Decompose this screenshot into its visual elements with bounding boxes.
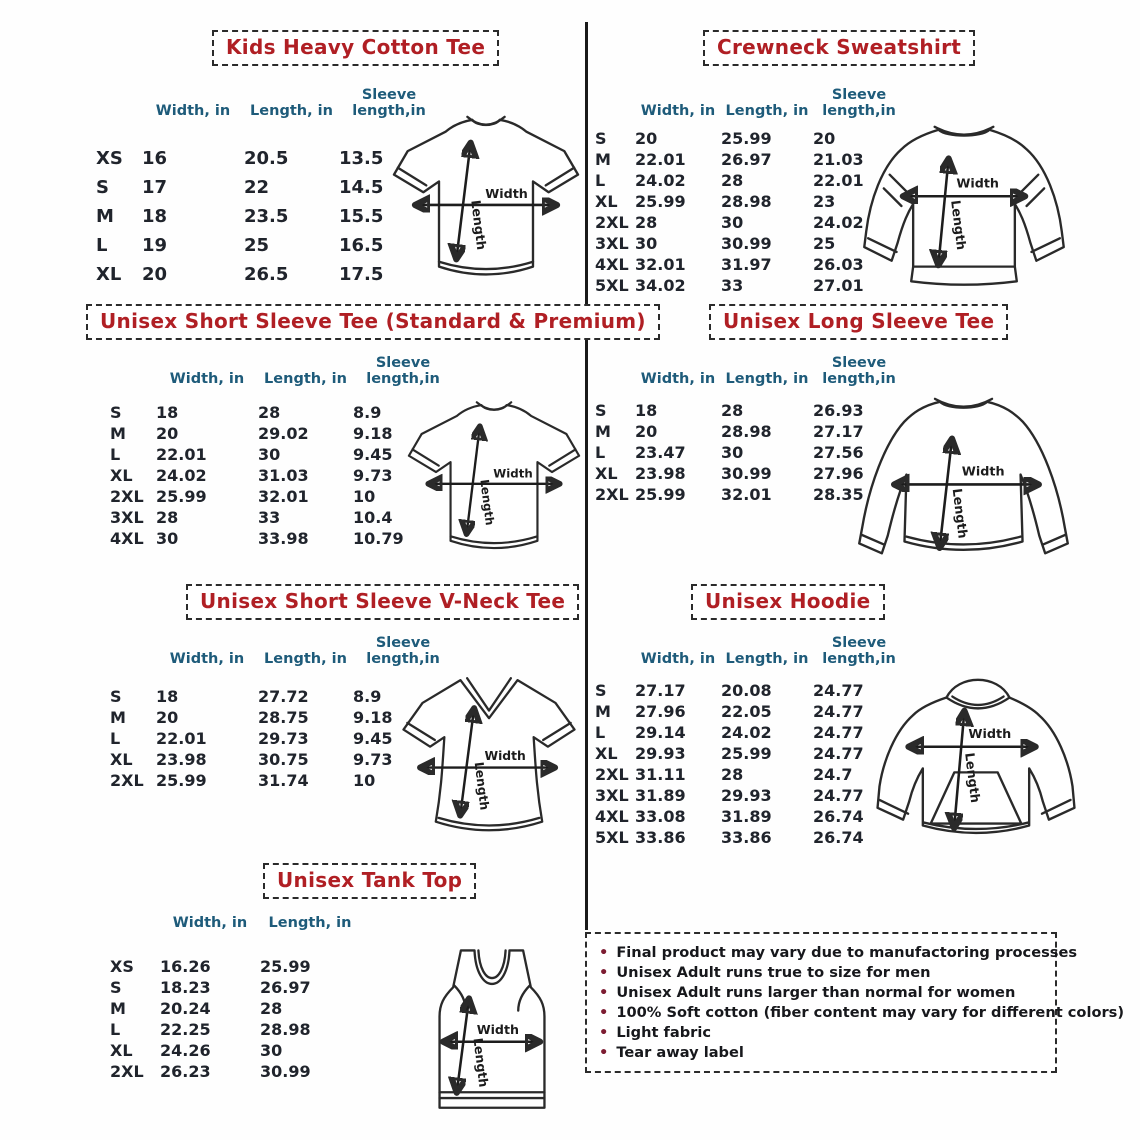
column-header-width: Width, in — [169, 371, 245, 388]
column-header-length: Length, in — [725, 371, 809, 388]
measurement-value: 20 — [813, 129, 836, 148]
column-header-sleeve: Sleeve length,in — [822, 634, 896, 668]
measurement-value: 33.86 — [721, 828, 772, 847]
measurement-value: 24.7 — [813, 765, 853, 784]
column-header-width: Width, in — [172, 915, 248, 932]
size-label: 4XL — [595, 807, 629, 826]
measurement-value: 23.98 — [156, 750, 207, 769]
hoodie-illustration — [866, 668, 1086, 860]
size-label: 2XL — [595, 765, 629, 784]
width-label: Width — [476, 1021, 519, 1037]
column-header-length: Length, in — [268, 915, 352, 932]
column-header-width: Width, in — [640, 651, 716, 668]
table-body — [595, 680, 905, 848]
measurement-value: 30 — [260, 1041, 283, 1060]
size-row — [595, 806, 905, 827]
measurement-value: 24.77 — [813, 786, 864, 805]
measurement-value: 33 — [258, 508, 281, 527]
measurement-value: 24.77 — [813, 702, 864, 721]
size-row — [110, 1040, 360, 1061]
note-item — [599, 1043, 1043, 1062]
column-header-length: Length, in — [725, 103, 809, 120]
size-label: M — [595, 702, 611, 721]
table-header-row — [595, 80, 905, 120]
measurement-value: 8.9 — [353, 687, 382, 706]
measurement-value: 29.73 — [258, 729, 309, 748]
size-label: 2XL — [595, 485, 629, 504]
measurement-value: 25.99 — [156, 487, 207, 506]
measurement-value: 9.73 — [353, 750, 393, 769]
size-row — [595, 785, 905, 806]
width-label: Width — [485, 186, 528, 202]
measurement-value: 28.98 — [721, 192, 772, 211]
size-label: 5XL — [595, 276, 629, 295]
measurement-value: 28 — [721, 765, 744, 784]
measurement-value: 10 — [353, 771, 376, 790]
measurement-value: 23.5 — [244, 206, 289, 227]
size-label: L — [595, 723, 606, 742]
size-label: M — [110, 424, 126, 443]
size-label: S — [595, 681, 607, 700]
measurement-value: 26.23 — [160, 1062, 211, 1081]
measurement-value: 30 — [156, 529, 179, 548]
size-row — [595, 680, 905, 701]
measurement-value: 9.73 — [353, 466, 393, 485]
measurement-value: 30 — [721, 213, 744, 232]
measurement-value: 24.02 — [156, 466, 207, 485]
note-text: Tear away label — [616, 1043, 744, 1061]
measurement-value: 16 — [142, 148, 168, 169]
column-header-length: Length, in — [250, 103, 333, 120]
size-row — [110, 998, 360, 1019]
measurement-value: 9.18 — [353, 708, 393, 727]
collar-line — [478, 950, 505, 978]
measurement-value: 25.99 — [156, 771, 207, 790]
short-sleeve-tee-illustration — [386, 110, 586, 296]
width-label: Width — [956, 175, 999, 191]
measurement-value: 18 — [156, 403, 179, 422]
note-item — [599, 983, 1043, 1002]
measurement-value: 27.17 — [813, 422, 864, 441]
measurement-value: 22.01 — [156, 445, 207, 464]
size-label: S — [595, 129, 607, 148]
v-neck-tee-illustration — [394, 668, 584, 850]
size-label: 3XL — [595, 234, 629, 253]
length-label: Length — [468, 199, 490, 251]
table-header-row — [110, 628, 453, 668]
waistband-line — [911, 267, 1017, 285]
measurement-value: 22.05 — [721, 702, 772, 721]
measurement-value: 30 — [258, 445, 281, 464]
measurement-value: 27.96 — [635, 702, 686, 721]
measurement-value: 28 — [156, 508, 179, 527]
measurement-value: 34.02 — [635, 276, 686, 295]
measurement-value: 26.74 — [813, 807, 864, 826]
measurement-value: 30.99 — [260, 1062, 311, 1081]
measurement-value: 30 — [635, 234, 658, 253]
table-header-row — [595, 628, 905, 668]
size-row — [595, 827, 905, 848]
note-text: Final product may vary due to manufactoring processes — [616, 944, 1078, 962]
section-title-unisex-short-sleeve-tee: Unisex Short Sleeve Tee (Standard & Premium) — [86, 304, 660, 340]
measurement-value: 20.5 — [244, 148, 289, 169]
column-header-sleeve: Sleeve length,in — [366, 354, 440, 388]
product-notes-box — [585, 932, 1125, 1073]
measurement-value: 22 — [244, 177, 270, 198]
width-label: Width — [493, 466, 533, 481]
table-header-row — [110, 348, 453, 388]
measurement-value: 32.01 — [721, 485, 772, 504]
measurement-value: 30.75 — [258, 750, 309, 769]
measurement-value: 22.01 — [635, 150, 686, 169]
measurement-value: 31.11 — [635, 765, 686, 784]
column-header-width: Width, in — [640, 103, 716, 120]
measurement-value: 31.74 — [258, 771, 309, 790]
column-header-sleeve: Sleeve length,in — [352, 86, 426, 120]
measurement-value: 29.14 — [635, 723, 686, 742]
measurement-value: 18 — [635, 401, 658, 420]
size-label: M — [96, 206, 114, 227]
size-label: M — [595, 422, 611, 441]
measurement-value: 20 — [635, 129, 658, 148]
bullet-icon: • — [599, 1023, 609, 1041]
crewneck-sweatshirt-illustration — [856, 118, 1072, 294]
measurement-value: 9.18 — [353, 424, 393, 443]
size-table-hoodie — [595, 628, 905, 848]
bullet-icon: • — [599, 944, 609, 962]
column-header-sleeve: Sleeve length,in — [366, 634, 440, 668]
measurement-value: 29.02 — [258, 424, 309, 443]
measurement-value: 33.98 — [258, 529, 309, 548]
bullet-icon: • — [599, 984, 609, 1002]
note-text: Unisex Adult runs true to size for men — [616, 964, 931, 982]
length-label: Length — [948, 199, 970, 251]
measurement-value: 26.5 — [244, 264, 289, 285]
size-label: XS — [96, 148, 123, 169]
measurement-value: 28 — [635, 213, 658, 232]
size-row — [595, 701, 905, 722]
size-row — [595, 722, 905, 743]
column-header-length: Length, in — [264, 651, 347, 668]
length-label: Length — [470, 1037, 492, 1089]
section-title-kids-heavy-cotton-tee: Kids Heavy Cotton Tee — [212, 30, 499, 66]
size-label: XS — [110, 957, 134, 976]
column-header-width: Width, in — [640, 371, 716, 388]
size-label: L — [96, 235, 108, 256]
measurement-value: 25 — [244, 235, 270, 256]
measurement-value: 32.01 — [258, 487, 309, 506]
size-label: 5XL — [595, 828, 629, 847]
measurement-value: 20 — [156, 708, 179, 727]
measurement-value: 16.26 — [160, 957, 211, 976]
size-row — [110, 1019, 360, 1040]
measurement-value: 22.01 — [813, 171, 864, 190]
size-label: S — [595, 401, 607, 420]
column-header-length: Length, in — [264, 371, 347, 388]
measurement-value: 18 — [156, 687, 179, 706]
measurement-value: 30.99 — [721, 234, 772, 253]
size-label: 3XL — [595, 786, 629, 805]
measurement-value: 28.35 — [813, 485, 864, 504]
bullet-icon: • — [599, 964, 609, 982]
size-label: S — [110, 978, 122, 997]
size-label: XL — [595, 744, 618, 763]
size-row — [595, 764, 905, 785]
measurement-value: 26.74 — [813, 828, 864, 847]
size-label: XL — [595, 464, 618, 483]
measurement-value: 24.77 — [813, 744, 864, 763]
measurement-value: 24.02 — [813, 213, 864, 232]
note-item — [599, 1003, 1125, 1022]
size-label: XL — [110, 466, 133, 485]
section-title-v-neck-tee: Unisex Short Sleeve V-Neck Tee — [186, 584, 579, 620]
measurement-value: 25.99 — [721, 744, 772, 763]
measurement-value: 20 — [142, 264, 168, 285]
size-label: S — [110, 687, 122, 706]
size-label: 2XL — [595, 213, 629, 232]
size-label: M — [110, 708, 126, 727]
size-row — [595, 743, 905, 764]
size-row — [110, 1061, 360, 1082]
measurement-value: 27.96 — [813, 464, 864, 483]
size-table-tank-top — [110, 908, 360, 1082]
size-label: 2XL — [110, 771, 144, 790]
measurement-value: 31.97 — [721, 255, 772, 274]
measurement-value: 24.02 — [721, 723, 772, 742]
size-label: L — [595, 171, 606, 190]
measurement-value: 28 — [258, 403, 281, 422]
measurement-value: 26.03 — [813, 255, 864, 274]
measurement-value: 27.56 — [813, 443, 864, 462]
column-header-sleeve: Sleeve length,in — [822, 354, 896, 388]
measurement-value: 20 — [635, 422, 658, 441]
measurement-value: 25.99 — [635, 192, 686, 211]
measurement-value: 31.89 — [721, 807, 772, 826]
width-label: Width — [484, 748, 526, 763]
measurement-value: 25 — [813, 234, 836, 253]
column-header-width: Width, in — [155, 103, 231, 120]
size-label: XL — [110, 1041, 133, 1060]
measurement-value: 15.5 — [339, 206, 384, 227]
measurement-value: 22.25 — [160, 1020, 211, 1039]
size-row — [110, 977, 360, 998]
size-label: S — [96, 177, 109, 198]
measurement-value: 10.79 — [353, 529, 404, 548]
measurement-value: 33.08 — [635, 807, 686, 826]
measurement-value: 33 — [721, 276, 744, 295]
size-label: 4XL — [110, 529, 144, 548]
length-label: Length — [471, 761, 492, 812]
size-label: 4XL — [595, 255, 629, 274]
measurement-value: 17.5 — [339, 264, 384, 285]
size-label: 2XL — [110, 1062, 144, 1081]
note-item — [599, 1023, 1043, 1042]
measurement-value: 20.08 — [721, 681, 772, 700]
length-label: Length — [948, 487, 970, 540]
measurement-value: 23 — [813, 192, 836, 211]
size-label: XL — [595, 192, 618, 211]
column-header-length: Length, in — [725, 651, 809, 668]
measurement-value: 10 — [353, 487, 376, 506]
measurement-value: 9.45 — [353, 445, 393, 464]
measurement-value: 26.97 — [721, 150, 772, 169]
bullet-icon: • — [599, 1043, 609, 1061]
section-title-tank-top: Unisex Tank Top — [263, 863, 476, 899]
size-label: L — [110, 729, 121, 748]
measurement-value: 28 — [260, 999, 283, 1018]
size-label: L — [110, 445, 121, 464]
measurement-value: 28.98 — [260, 1020, 311, 1039]
measurement-value: 32.01 — [635, 255, 686, 274]
measurement-value: 30 — [721, 443, 744, 462]
long-sleeve-tee-illustration — [850, 390, 1078, 572]
note-text: 100% Soft cotton (fiber content may vary for different colors) — [616, 1003, 1125, 1021]
measurement-value: 24.77 — [813, 681, 864, 700]
size-label: M — [110, 999, 126, 1018]
measurement-value: 18 — [142, 206, 168, 227]
measurement-value: 28.98 — [721, 422, 772, 441]
size-label: 3XL — [110, 508, 144, 527]
measurement-value: 22.01 — [156, 729, 207, 748]
table-header-row — [110, 908, 360, 932]
measurement-value: 9.45 — [353, 729, 393, 748]
measurement-value: 29.93 — [721, 786, 772, 805]
measurement-value: 20.24 — [160, 999, 211, 1018]
size-label: L — [595, 443, 606, 462]
measurement-value: 16.5 — [339, 235, 384, 256]
size-row — [110, 956, 360, 977]
measurement-value: 14.5 — [339, 177, 384, 198]
measurement-value: 24.02 — [635, 171, 686, 190]
short-sleeve-tee-illustration — [396, 396, 592, 568]
size-label: XL — [110, 750, 133, 769]
note-text: Unisex Adult runs larger than normal for women — [616, 984, 1016, 1002]
measurement-value: 20 — [156, 424, 179, 443]
measurement-value: 26.93 — [813, 401, 864, 420]
measurement-value: 17 — [142, 177, 168, 198]
measurement-value: 21.03 — [813, 150, 864, 169]
measurement-value: 25.99 — [260, 957, 311, 976]
section-title-long-sleeve-tee: Unisex Long Sleeve Tee — [709, 304, 1008, 340]
measurement-value: 25.99 — [635, 485, 686, 504]
note-item — [599, 963, 1043, 982]
measurement-value: 28 — [721, 171, 744, 190]
measurement-value: 27.01 — [813, 276, 864, 295]
measurement-value: 29.93 — [635, 744, 686, 763]
size-label: L — [110, 1020, 121, 1039]
section-title-crewneck-sweatshirt: Crewneck Sweatshirt — [703, 30, 975, 66]
size-label: XL — [96, 264, 122, 285]
measurement-value: 28.75 — [258, 708, 309, 727]
measurement-value: 25.99 — [721, 129, 772, 148]
column-header-sleeve: Sleeve length,in — [822, 86, 896, 120]
measurement-value: 24.26 — [160, 1041, 211, 1060]
size-label: 2XL — [110, 487, 144, 506]
measurement-value: 24.77 — [813, 723, 864, 742]
measurement-value: 27.17 — [635, 681, 686, 700]
measurement-value: 13.5 — [339, 148, 384, 169]
measurement-value: 27.72 — [258, 687, 309, 706]
section-title-hoodie: Unisex Hoodie — [691, 584, 885, 620]
measurement-value: 28 — [721, 401, 744, 420]
measurement-value: 23.98 — [635, 464, 686, 483]
measurement-value: 31.89 — [635, 786, 686, 805]
measurement-value: 10.4 — [353, 508, 393, 527]
measurement-value: 18.23 — [160, 978, 211, 997]
size-label: M — [595, 150, 611, 169]
measurement-value: 31.03 — [258, 466, 309, 485]
table-header-row — [595, 348, 905, 388]
length-label: Length — [961, 751, 983, 804]
length-label: Length — [477, 478, 497, 527]
measurement-value: 30.99 — [721, 464, 772, 483]
bullet-icon: • — [599, 1003, 609, 1021]
measurement-value: 8.9 — [353, 403, 382, 422]
size-label: S — [110, 403, 122, 422]
measurement-value: 26.97 — [260, 978, 311, 997]
table-body — [110, 956, 360, 1082]
note-text: Light fabric — [616, 1023, 712, 1041]
width-label: Width — [961, 464, 1005, 480]
measurement-value: 23.47 — [635, 443, 686, 462]
measurement-value: 19 — [142, 235, 168, 256]
tank-top-illustration — [424, 944, 560, 1120]
measurement-value: 33.86 — [635, 828, 686, 847]
width-label: Width — [968, 726, 1012, 742]
column-header-width: Width, in — [169, 651, 245, 668]
note-item — [599, 943, 1078, 962]
